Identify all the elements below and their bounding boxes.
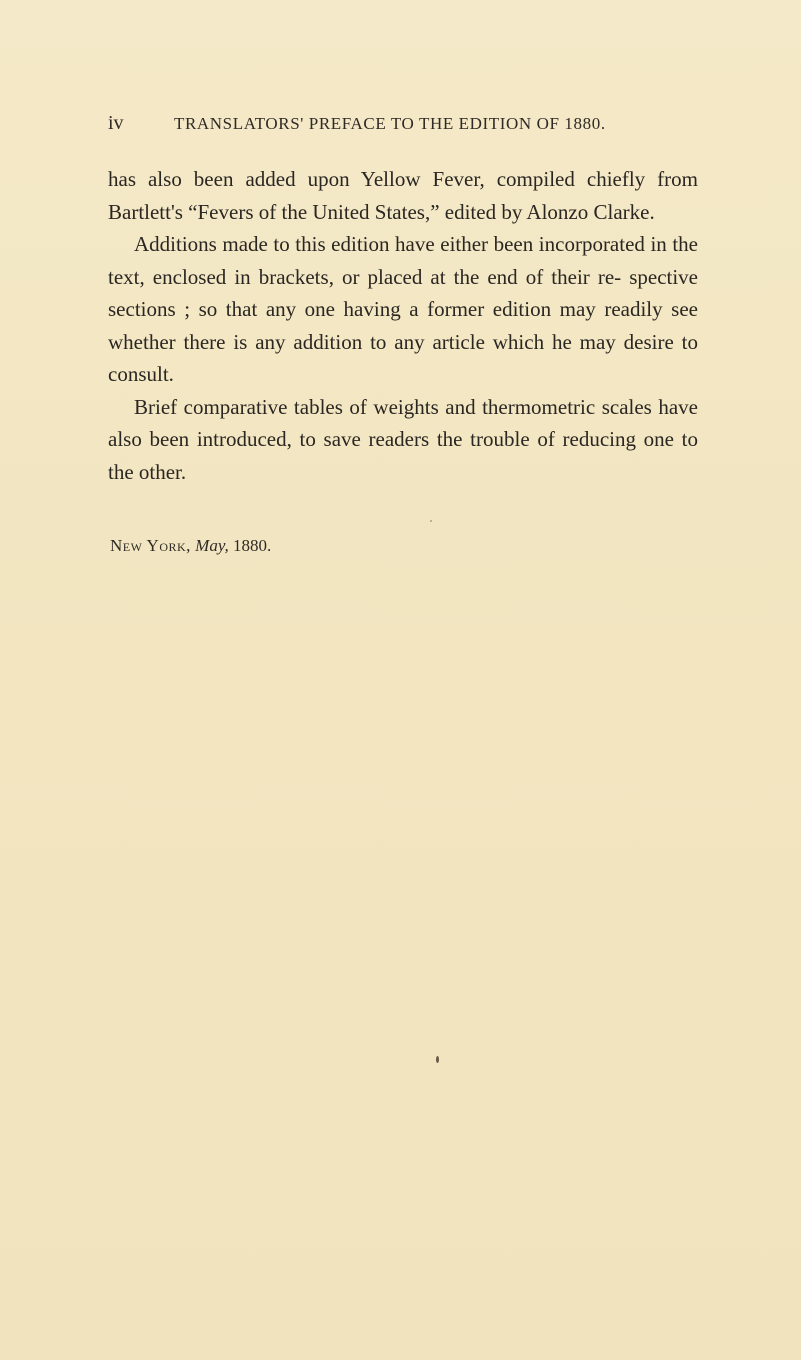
- body-text: [108, 163, 698, 488]
- running-head: [108, 112, 688, 135]
- paragraph-tables: Brief comparative tables of weights and thermometric scales have also been introduced, to save readers the trouble of reducing one to the other.: [108, 394, 698, 484]
- dateline-month: May,: [195, 536, 229, 555]
- paragraph-continuation: has also been added upon Yellow Fever, compiled chiefly from Bartlett's “Fevers of the United States,” edited by Alonzo Clarke.: [108, 167, 698, 224]
- paper-speck: [436, 1056, 439, 1063]
- paragraph-additions: Additions made to this edition have either been incorporated in the text, enclosed in brackets, or placed at the end of their re- spective sections ; so that any one having a former edition may readily see whether there is any addition to any article which he may desire to consult.: [108, 232, 698, 386]
- paper-speck: [430, 520, 432, 522]
- dateline: [110, 536, 271, 556]
- running-head-title: TRANSLATORS' PREFACE TO THE EDITION OF 1880.: [174, 114, 606, 133]
- page-number: iv: [108, 112, 124, 134]
- dateline-place: New York,: [110, 536, 191, 555]
- dateline-year: 1880.: [232, 536, 272, 555]
